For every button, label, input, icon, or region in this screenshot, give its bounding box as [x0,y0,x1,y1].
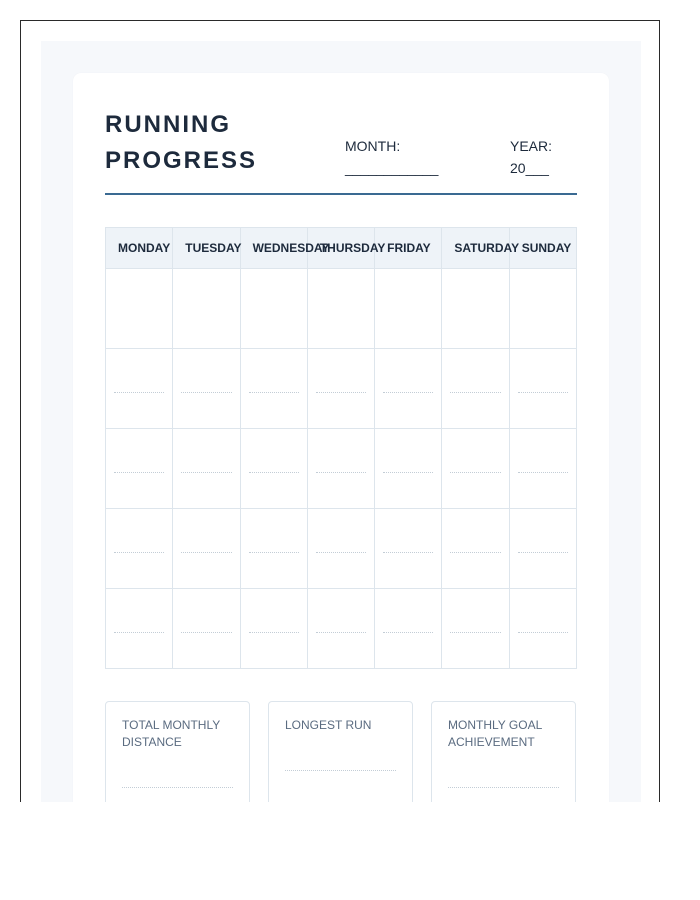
day-write-line [316,472,366,473]
longest-run-write-line[interactable] [285,770,396,771]
day-write-line [249,392,299,393]
day-header: WEDNESDAY [240,228,307,269]
day-cell[interactable] [106,509,173,589]
day-cell[interactable] [375,509,442,589]
day-cell[interactable] [106,589,173,669]
day-cell[interactable] [442,349,509,429]
day-header: TUESDAY [173,228,240,269]
day-write-line [383,472,433,473]
day-header: SATURDAY [442,228,509,269]
day-cell[interactable] [375,429,442,509]
day-cell[interactable] [240,269,307,349]
total-distance-write-line[interactable] [122,787,233,788]
day-cell[interactable] [240,589,307,669]
day-cell[interactable] [509,349,576,429]
week-row [106,589,577,669]
day-write-line [518,552,568,553]
day-cell[interactable] [307,589,374,669]
day-write-line [181,472,231,473]
day-write-line [518,632,568,633]
day-cell[interactable] [442,429,509,509]
total-distance-box [105,701,250,802]
goal-achievement-write-line[interactable] [448,787,559,788]
title-line-1: RUNNING [105,111,231,138]
year-value: 20___ [510,160,549,176]
day-header: SUNDAY [509,228,576,269]
longest-run-box [268,701,413,802]
day-cell[interactable] [442,589,509,669]
month-field [345,135,438,179]
day-write-line [450,392,500,393]
day-write-line [249,632,299,633]
day-write-line [181,632,231,633]
day-write-line [383,392,433,393]
week-row [106,269,577,349]
day-cell[interactable] [307,509,374,589]
day-write-line [383,552,433,553]
day-cell[interactable] [106,429,173,509]
day-cell[interactable] [173,589,240,669]
day-cell[interactable] [240,429,307,509]
day-cell[interactable] [307,349,374,429]
month-label: MONTH: [345,138,401,154]
day-write-line [181,552,231,553]
day-cell[interactable] [442,269,509,349]
day-cell[interactable] [375,349,442,429]
weekly-calendar [105,227,577,669]
day-write-line [249,472,299,473]
day-header: THURSDAY [307,228,374,269]
longest-run-label: LONGEST RUN [285,718,372,732]
day-cell[interactable] [173,429,240,509]
week-row [106,509,577,589]
day-cell[interactable] [307,269,374,349]
header-divider [105,193,577,195]
title-line-2: PROGRESS [105,147,258,174]
total-distance-label: TOTAL MONTHLY DISTANCE [122,718,221,749]
day-cell[interactable] [307,429,374,509]
day-cell[interactable] [509,429,576,509]
day-write-line [450,472,500,473]
page-frame [20,20,660,802]
day-write-line [114,632,164,633]
day-cell[interactable] [106,269,173,349]
day-cell[interactable] [240,509,307,589]
page-background [41,41,641,802]
day-cell[interactable] [509,589,576,669]
day-header: FRIDAY [375,228,442,269]
day-write-line [316,632,366,633]
goal-achievement-label: MONTHLY GOAL ACHIEVEMENT [448,718,542,749]
day-cell[interactable] [375,269,442,349]
tracker-card [73,73,609,802]
month-blank: ____________ [345,160,439,176]
day-cell[interactable] [375,589,442,669]
week-row [106,349,577,429]
week-row [106,429,577,509]
day-write-line [518,392,568,393]
day-header: MONDAY [106,228,173,269]
day-cell[interactable] [509,269,576,349]
day-write-line [181,392,231,393]
year-field [510,135,552,179]
day-write-line [114,552,164,553]
day-write-line [450,552,500,553]
goal-achievement-box [431,701,576,802]
day-write-line [518,472,568,473]
day-write-line [316,392,366,393]
day-write-line [249,552,299,553]
year-label: YEAR: [510,138,553,154]
day-cell[interactable] [173,349,240,429]
day-write-line [383,632,433,633]
day-write-line [114,392,164,393]
day-cell[interactable] [173,509,240,589]
day-write-line [450,632,500,633]
day-write-line [316,552,366,553]
day-header-row [106,228,577,269]
day-cell[interactable] [509,509,576,589]
day-write-line [114,472,164,473]
day-cell[interactable] [442,509,509,589]
page-title [105,107,257,179]
day-cell[interactable] [173,269,240,349]
day-cell[interactable] [106,349,173,429]
day-cell[interactable] [240,349,307,429]
